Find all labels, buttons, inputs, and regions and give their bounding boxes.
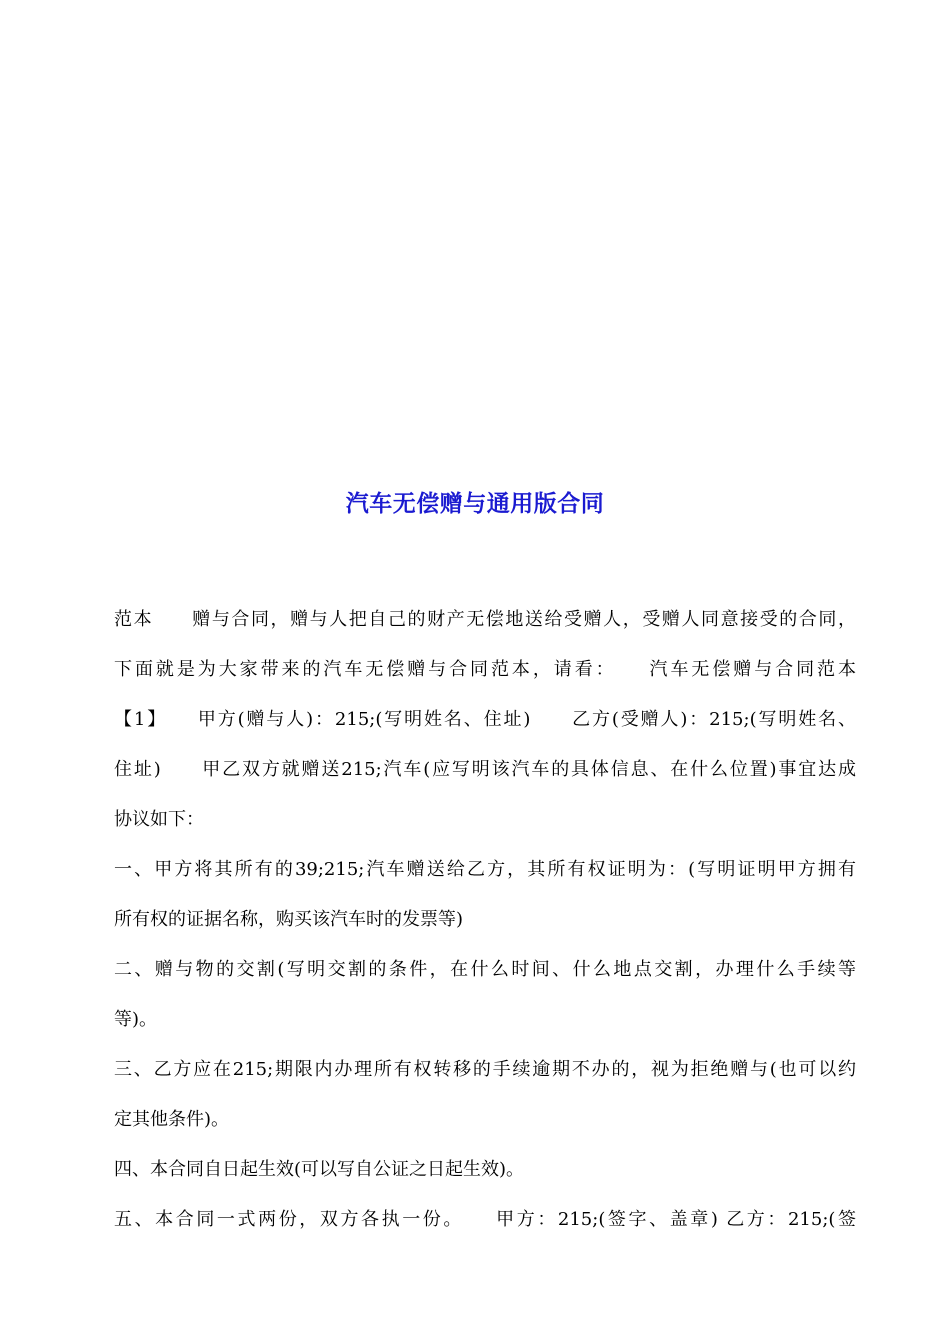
body-line: 下面就是为大家带来的汽车无偿赠与合同范本，请看： 汽车无偿赠与合同范本 — [114, 659, 856, 680]
body-line: 等)。 — [114, 1009, 158, 1030]
body-line: 三、乙方应在215;期限内办理所有权转移的手续逾期不办的，视为拒绝赠与(也可以约 — [114, 1059, 856, 1080]
body-line: 四、本合同自日起生效(可以写自公证之日起生效)。 — [114, 1159, 525, 1180]
body-line: 范本 赠与合同，赠与人把自己的财产无偿地送给受赠人，受赠人同意接受的合同， — [114, 609, 856, 630]
body-line: 二、赠与物的交割(写明交割的条件，在什么时间、什么地点交割，办理什么手续等 — [114, 959, 856, 980]
body-line: 所有权的证据名称，购买该汽车时的发票等) — [114, 909, 464, 930]
body-line: 【1】 甲方(赠与人)：215;(写明姓名、住址) 乙方(受赠人)：215;(写明姓名、 — [114, 709, 856, 730]
document-body — [114, 595, 856, 1245]
body-line: 定其他条件)。 — [114, 1109, 230, 1130]
body-line: 一、甲方将其所有的39;215;汽车赠送给乙方，其所有权证明为：(写明证明甲方拥有 — [114, 859, 856, 880]
document-title: 汽车无偿赠与通用版合同 — [345, 490, 605, 517]
body-line: 五、本合同一式两份，双方各执一份。 甲方：215;(签字、盖章) 乙方：215;(签 — [114, 1209, 856, 1230]
body-line: 住址) 甲乙双方就赠送215;汽车(应写明该汽车的具体信息、在什么位置)事宜达成 — [114, 759, 856, 780]
body-line: 协议如下： — [114, 809, 204, 830]
